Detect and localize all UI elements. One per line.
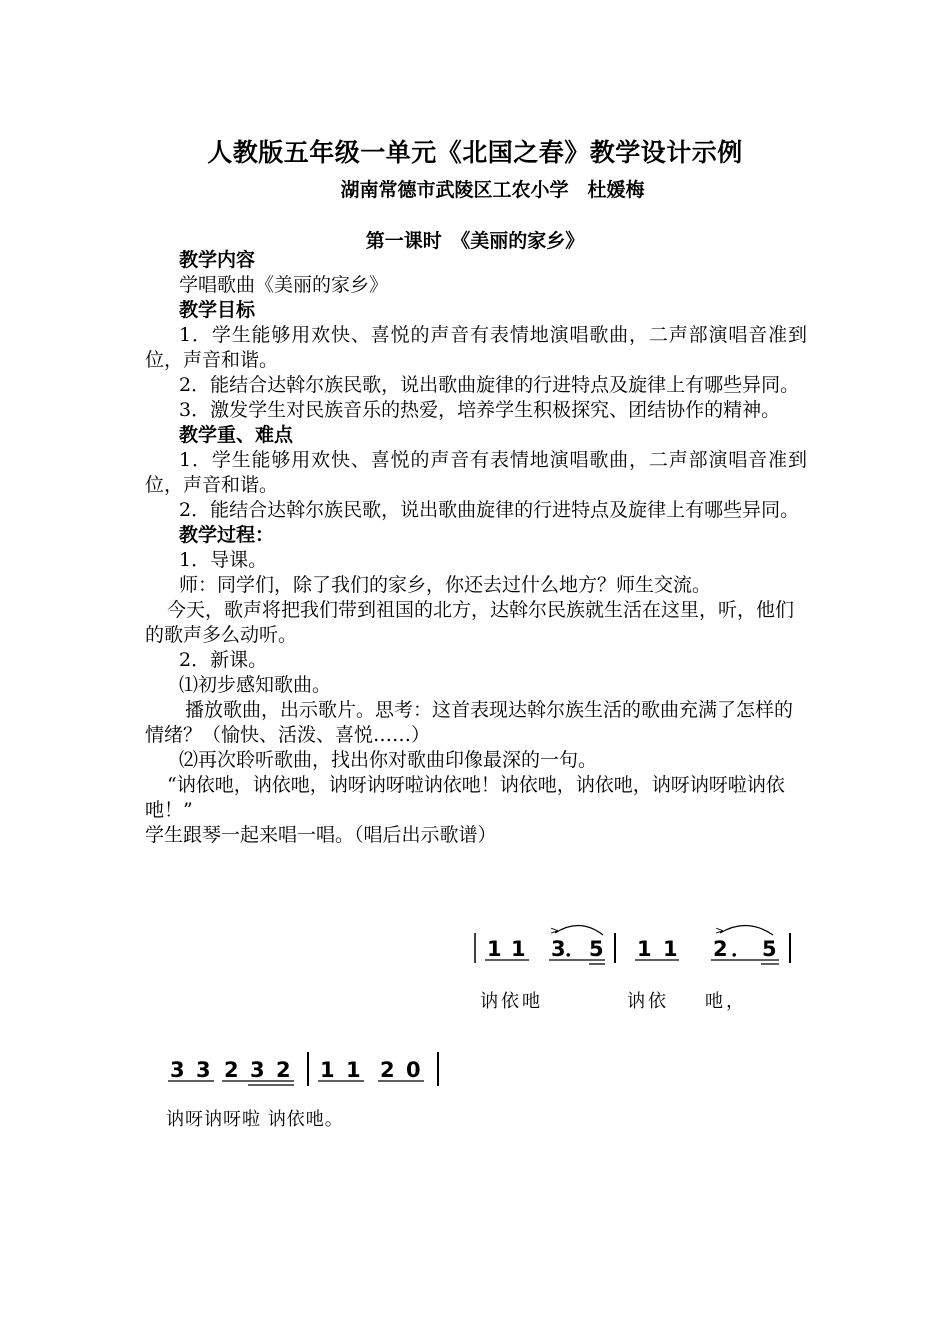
lesson-heading: 第一课时 《美丽的家乡》 — [365, 230, 585, 252]
section-heading-content: 教学内容 — [179, 249, 256, 271]
note-5: 5 — [589, 937, 604, 961]
document-title: 人教版五年级一单元《北国之春》教学设计示例 — [207, 138, 743, 167]
paragraph-process-1: 1．导课。 — [179, 549, 268, 571]
note-2: 1 — [511, 937, 526, 961]
lyrics-1c: 吔， — [705, 991, 747, 1012]
note-19: 0 — [406, 1058, 421, 1082]
paragraph-process-5: ⑴初步感知歌曲。 — [179, 674, 332, 696]
paragraph-goal-3: 3．激发学生对民族音乐的热爱，培养学生积极探究、团结协作的精神。 — [179, 399, 781, 421]
svg-text:>: > — [550, 924, 560, 937]
document-body — [145, 248, 807, 848]
paragraph-goal-1: 1．学生能够用欢快、喜悦的声音有表情地演唱歌曲，二声部演唱音准到位，声音和谐。 — [145, 324, 807, 371]
note-12: 3 — [196, 1058, 211, 1082]
note-4: ． — [565, 937, 586, 961]
note-17: 1 — [346, 1058, 361, 1082]
section-heading-process: 教学过程： — [179, 524, 275, 546]
note-8: 2 — [713, 937, 728, 961]
svg-text:>: > — [715, 924, 725, 937]
lyrics-1b: 讷依 — [627, 991, 669, 1012]
paragraph-process-9: 学生跟琴一起来唱一唱。（唱后出示歌谱） — [145, 824, 497, 846]
notation-snippet-2 — [160, 1040, 460, 1135]
notation-graphic-1 — [465, 915, 805, 1015]
note-10: 5 — [762, 937, 777, 961]
note-1: 1 — [487, 937, 502, 961]
note-18: 2 — [380, 1058, 395, 1082]
section-heading-goals: 教学目标 — [179, 299, 256, 321]
paragraph-process-8: “讷依吔，讷依吔，讷呀讷呀啦讷依吔！讷依吔，讷依吔，讷呀讷呀啦讷依吔！” — [145, 774, 785, 821]
lyrics-1a: 讷依吔 — [480, 991, 543, 1012]
note-16: 1 — [320, 1058, 335, 1082]
note-11: 3 — [170, 1058, 185, 1082]
author-line: 湖南常德市武陵区工农小学 杜媛梅 — [340, 179, 645, 201]
paragraph-content: 学唱歌曲《美丽的家乡》 — [179, 274, 389, 296]
note-13: 2 — [224, 1058, 239, 1082]
paragraph-process-2: 师：同学们，除了我们的家乡，你还去过什么地方？师生交流。 — [179, 574, 712, 596]
note-6: 1 — [637, 937, 652, 961]
note-14: 3 — [250, 1058, 265, 1082]
paragraph-process-4: 2．新课。 — [179, 649, 268, 671]
lyrics-2: 讷呀讷呀啦 讷依吔。 — [166, 1109, 344, 1130]
notation-graphic-2 — [160, 1040, 460, 1135]
paragraph-process-3: 今天，歌声将把我们带到祖国的北方，达斡尔民族就生活在这里，听，他们的歌声多么动听。 — [145, 599, 795, 646]
paragraph-goal-2: 2．能结合达斡尔族民歌，说出歌曲旋律的行进特点及旋律上有哪些异同。 — [179, 374, 800, 396]
note-3: 3 — [551, 937, 566, 961]
notation-snippet-1 — [465, 915, 805, 1015]
paragraph-process-6: 播放歌曲，出示歌片。思考：这首表现达斡尔族生活的歌曲充满了怎样的情绪？（愉快、活泼、喜悦……） — [145, 699, 794, 746]
note-7: 1 — [663, 937, 678, 961]
paragraph-process-7: ⑵再次聆听歌曲，找出你对歌曲印像最深的一句。 — [179, 749, 598, 771]
paragraph-key-1: 1．学生能够用欢快、喜悦的声音有表情地演唱歌曲，二声部演唱音准到位，声音和谐。 — [145, 449, 807, 496]
note-9: ． — [731, 937, 752, 961]
paragraph-key-2: 2．能结合达斡尔族民歌，说出歌曲旋律的行进特点及旋律上有哪些异同。 — [179, 499, 800, 521]
section-heading-key-points: 教学重、难点 — [179, 424, 294, 446]
note-15: 2 — [276, 1058, 291, 1082]
